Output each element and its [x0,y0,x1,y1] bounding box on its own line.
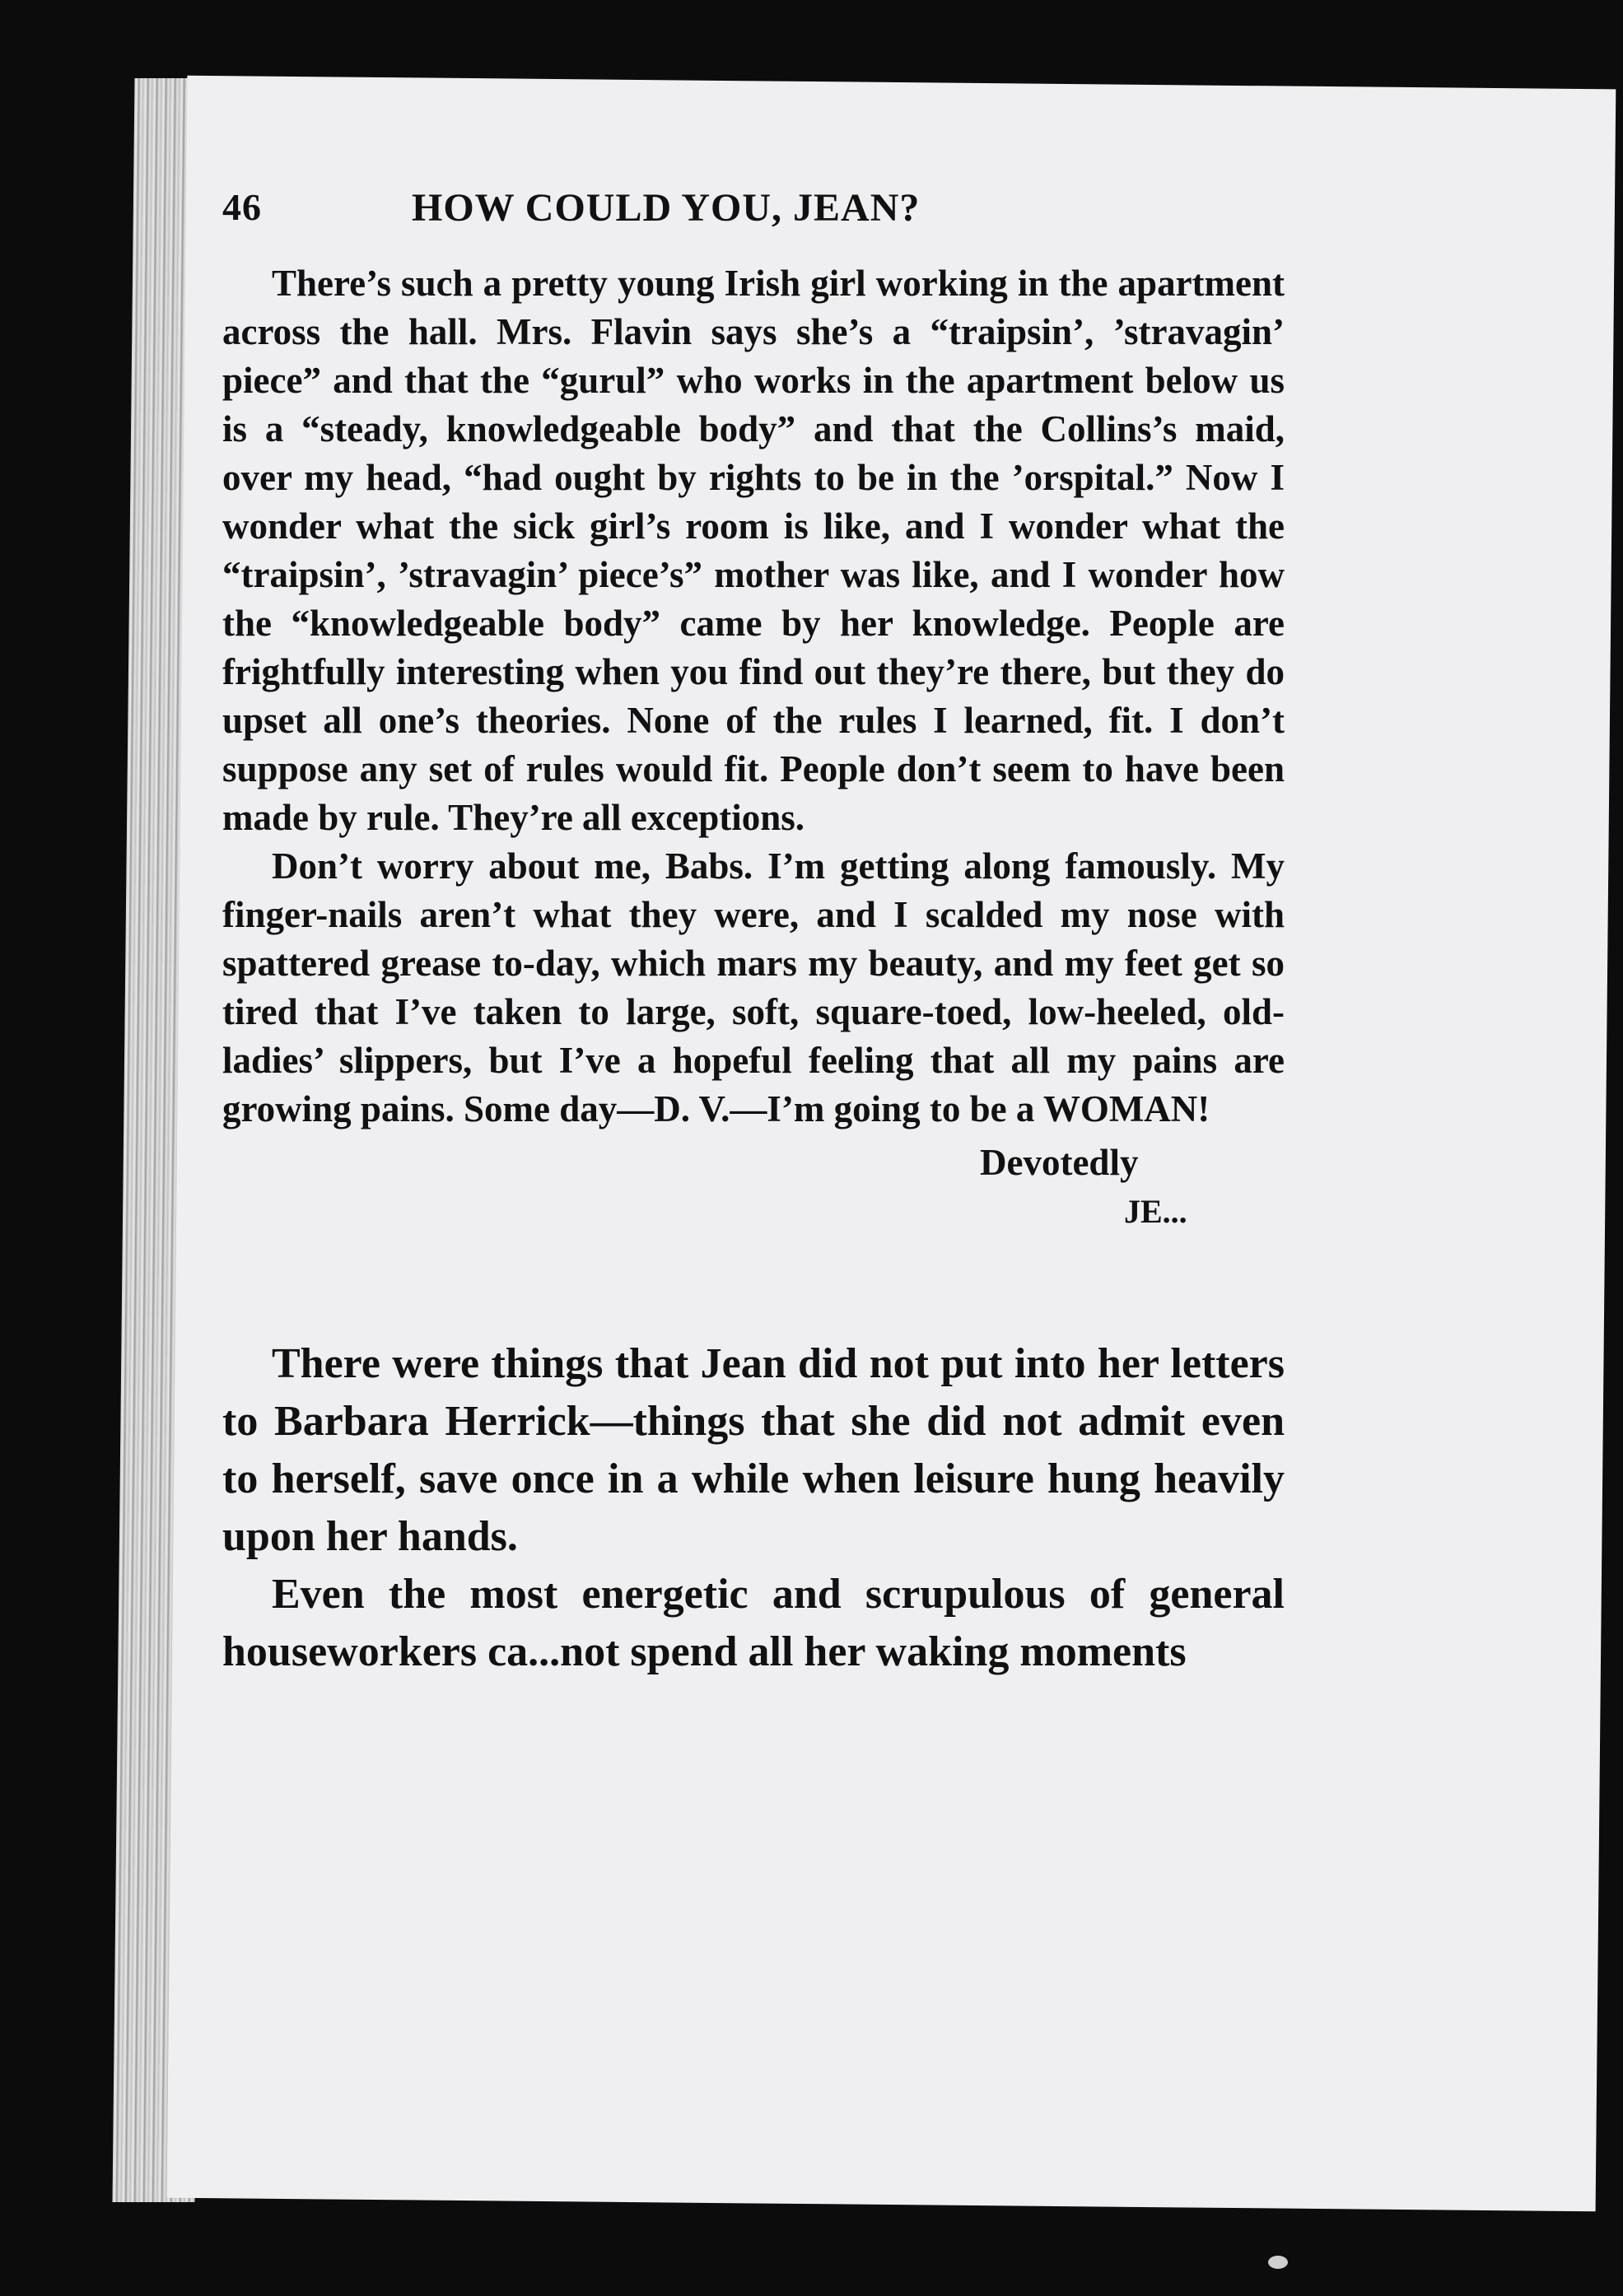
narrative-body [222,1335,1285,1681]
page-number: 46 [222,186,262,228]
letter-closing: Devotedly [980,1142,1139,1183]
running-head [222,185,1285,259]
scan-speck [1268,2256,1288,2269]
letter-signature: JE... [1124,1193,1187,1230]
narrative-paragraph: Even the most energetic and scrupulous of general houseworkers ca...not spend all her waking moments [222,1571,1285,1675]
page-content [222,185,1285,1681]
letter-paragraph: Don’t worry about me, Babs. I’m getting along famously. My finger-nails aren’t what they were, and I scalded my nose with spattered grease to-day, which mars my beauty, and my feet get so tired that I’ve taken to large, soft, square-toed, low-heeled, old-ladies’ slippers, but I’ve a hopeful feeling that all my pains are growing pains. Some day—D. V.—I’m going to be a WOMAN! [222,845,1285,1129]
letter-body [222,259,1285,1134]
letter-paragraph: There’s such a pretty young Irish girl working in the apartment across the hall. Mrs. Flavin says she’s a “traipsin’, ’stravagin’ piece” and that the “gurul” who works in the apartment below us is a “steady, knowledgeable body” and that the Collins’s maid, over my head, “had ought by rights to be in the ’orspital.” Now I wonder what the sick girl’s room is like, and I wonder what the “traipsin’, ’stravagin’ piece’s” mother was like, and I wonder how the “knowledgeable body” came by her knowledge. People are frightfully interesting when you find out they’re there, but they do upset all one’s theories. None of the rules I learned, fit. I don’t suppose any set of rules would fit. People don’t seem to have been made by rule. They’re all exceptions. [222,263,1285,838]
running-title: HOW COULD YOU, JEAN? [412,186,921,230]
narrative-paragraph: There were things that Jean did not put into her letters to Barbara Herrick—things that she did not admit even to herself, save once in a while when leisure hung heavily upon her hands. [222,1340,1285,1560]
